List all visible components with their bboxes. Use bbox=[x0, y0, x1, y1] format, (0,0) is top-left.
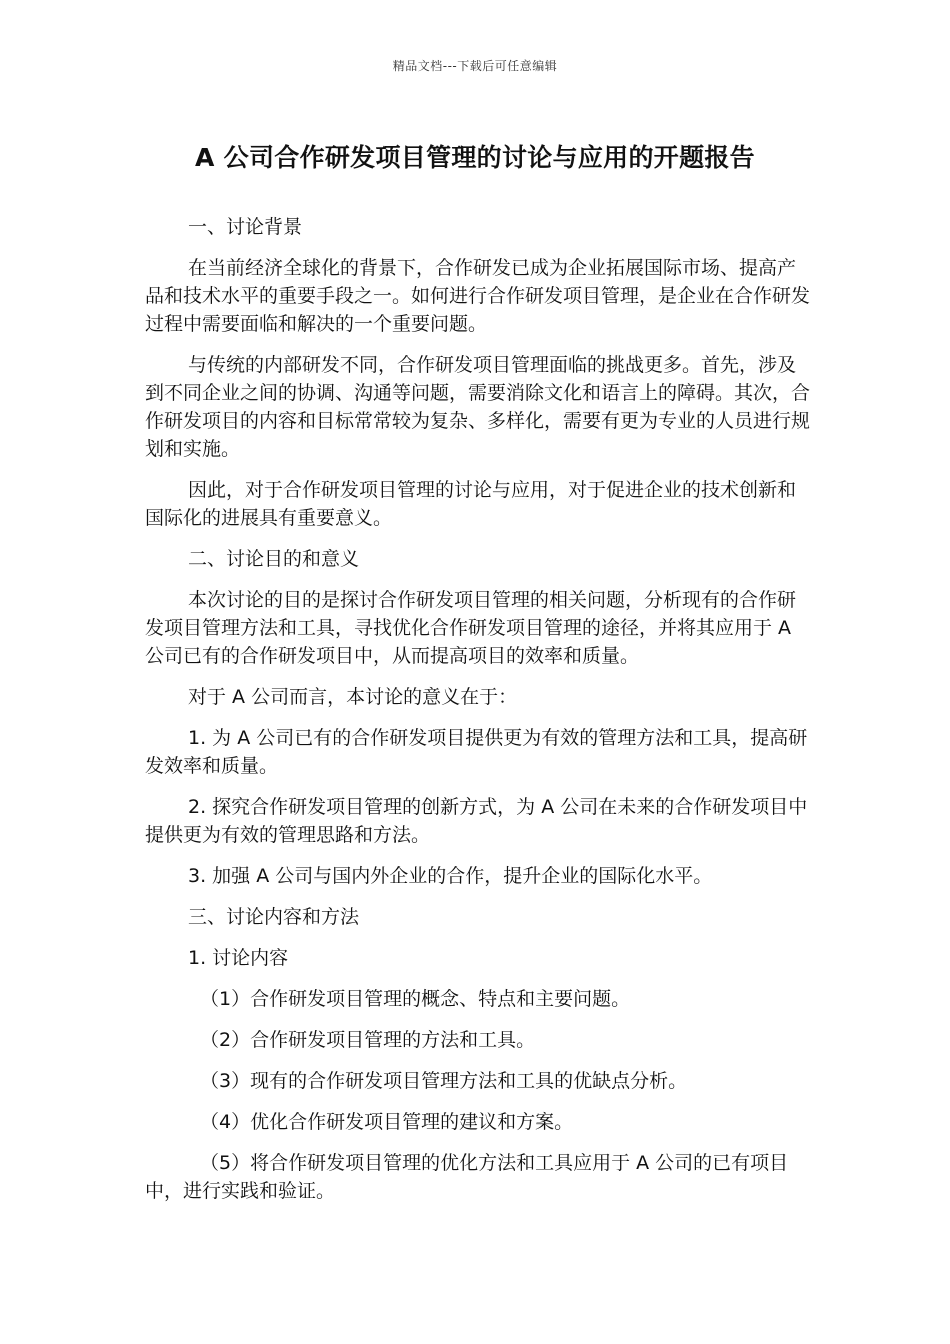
list-item-content-3: （3）现有的合作研发项目管理方法和工具的优缺点分析。 bbox=[200, 1070, 688, 1092]
paragraph-background-1: 在当前经济全球化的背景下，合作研发已成为企业拓展国际市场、提高产品和技术水平的重要手段之一。如何进行合作研发项目管理，是企业在合作研发过程中需要面临和解决的一个重要问题。 bbox=[145, 257, 811, 335]
document-title: A 公司合作研发项目管理的讨论与应用的开题报告 bbox=[195, 143, 755, 172]
subheading-content: 1. 讨论内容 bbox=[188, 947, 289, 969]
list-item-content-1: （1）合作研发项目管理的概念、特点和主要问题。 bbox=[200, 988, 631, 1010]
list-item-significance-3: 3. 加强 A 公司与国内外企业的合作，提升企业的国际化水平。 bbox=[188, 865, 713, 887]
paragraph-background-2: 与传统的内部研发不同，合作研发项目管理面临的挑战更多。首先，涉及到不同企业之间的协调、沟通等问题，需要消除文化和语言上的障碍。其次，合作研发项目的内容和目标常常较为复杂、多样化，需要有更为专业的人员进行规划和实施。 bbox=[145, 354, 811, 460]
list-item-significance-1: 1. 为 A 公司已有的合作研发项目提供更为有效的管理方法和工具，提高研发效率和质量。 bbox=[145, 727, 808, 777]
section-heading-purpose: 二、讨论目的和意义 bbox=[188, 548, 360, 570]
header-note: 精品文档---下载后可任意编辑 bbox=[392, 59, 558, 73]
paragraph-purpose-2: 对于 A 公司而言，本讨论的意义在于： bbox=[188, 686, 518, 708]
list-item-content-2: （2）合作研发项目管理的方法和工具。 bbox=[200, 1029, 536, 1051]
list-item-significance-2: 2. 探究合作研发项目管理的创新方式，为 A 公司在未来的合作研发项目中提供更为有效的管理思路和方法。 bbox=[145, 796, 808, 846]
section-heading-content-method: 三、讨论内容和方法 bbox=[188, 906, 360, 928]
list-item-content-5: （5）将合作研发项目管理的优化方法和工具应用于 A 公司的已有项目中，进行实践和验证。 bbox=[145, 1152, 789, 1202]
paragraph-background-3: 因此，对于合作研发项目管理的讨论与应用，对于促进企业的技术创新和国际化的进展具有重要意义。 bbox=[145, 479, 797, 529]
section-heading-background: 一、讨论背景 bbox=[188, 216, 303, 238]
list-item-content-4: （4）优化合作研发项目管理的建议和方案。 bbox=[200, 1111, 574, 1133]
document-body bbox=[145, 213, 810, 1218]
paragraph-purpose-1: 本次讨论的目的是探讨合作研发项目管理的相关问题，分析现有的合作研发项目管理方法和工具，寻找优化合作研发项目管理的途径，并将其应用于 A 公司已有的合作研发项目中，从而提高项目的效率和质量。 bbox=[145, 589, 797, 667]
